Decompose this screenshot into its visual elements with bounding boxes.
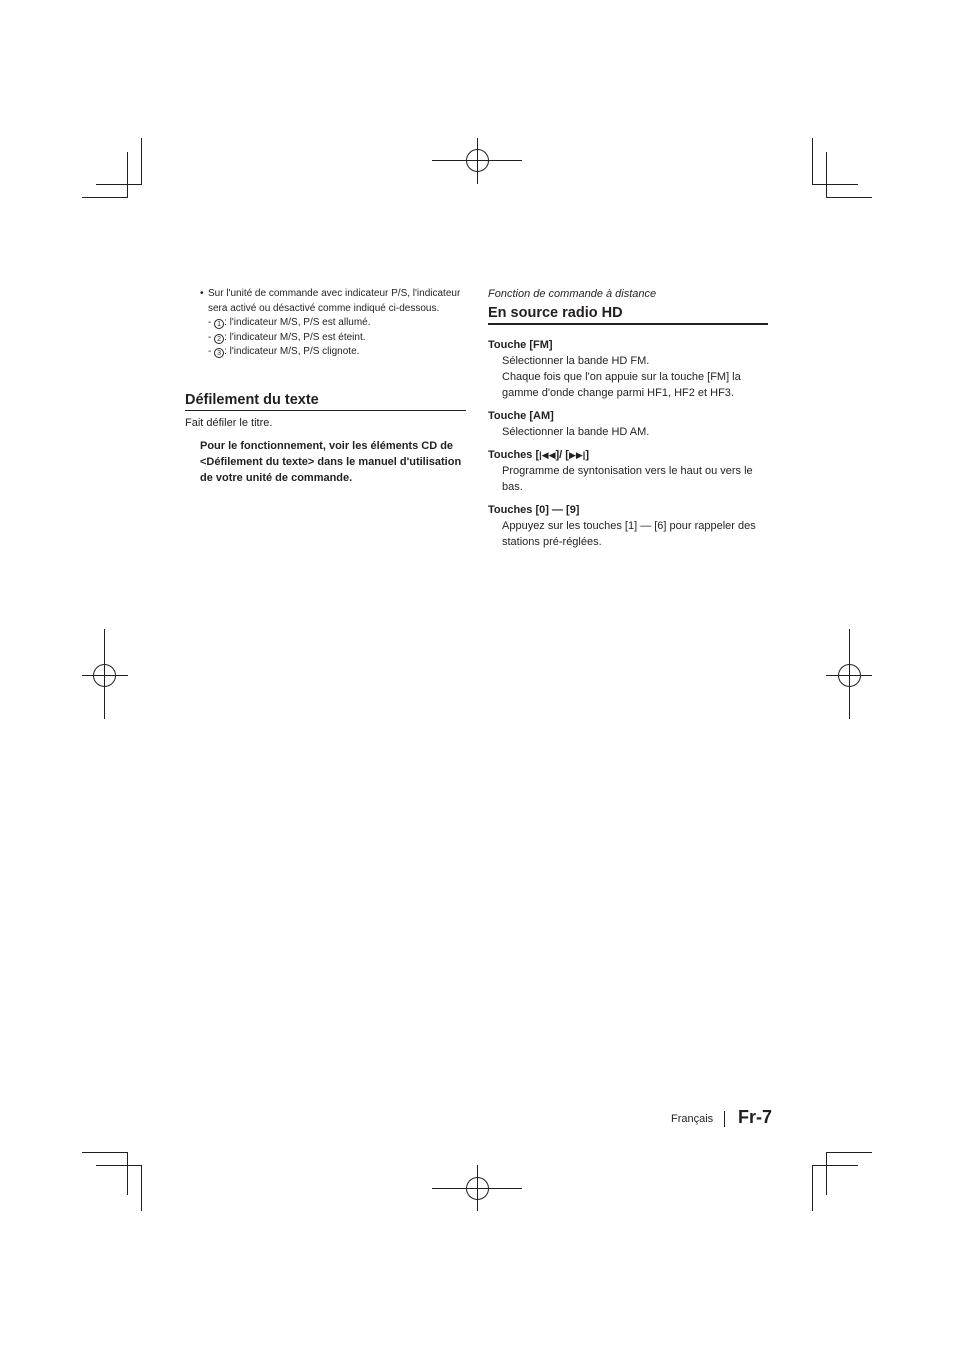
next-track-icon: ▶▶| (568, 450, 586, 460)
key-description: Chaque fois que l'on appuie sur la touche [FM] la gamme d'onde change parmi HF1, HF2 et HF3. (502, 371, 741, 399)
circled-number-2: 2 (214, 334, 224, 344)
key-item-am (488, 408, 768, 440)
operation-note: Pour le fonctionnement, voir les éléments CD de <Défilement du texte> dans le manuel d'utilisation de votre unité de commande. (200, 440, 462, 484)
key-description: Programme de syntonisation vers le haut ou vers le bas. (502, 465, 753, 493)
footer-language: Français (671, 1113, 714, 1125)
key-title: Touche [FM] (488, 339, 553, 351)
footer-separator (724, 1111, 725, 1127)
key-item-tuning (488, 447, 768, 495)
bullet-intro-text: Sur l'unité de commande avec indicateur P/S, l'indicateur sera activé ou désactivé comme indiqué ci-dessous. (208, 288, 461, 314)
key-item-numbers (488, 502, 768, 550)
previous-track-icon: |◀◀ (539, 450, 556, 460)
remote-key-list (488, 337, 768, 557)
indicator-item-1: - 1 : l'indicateur M/S, P/S est allumé. (208, 317, 371, 328)
key-description: Sélectionner la bande HD AM. (502, 426, 650, 438)
section-heading-hd-radio: En source radio HD (488, 305, 623, 321)
circled-number-1: 1 (214, 319, 224, 329)
key-item-fm (488, 337, 768, 401)
indicator-bullet-list (200, 287, 468, 360)
section-heading-scroll-text: Défilement du texte (185, 392, 319, 408)
circled-number-3: 3 (214, 348, 224, 358)
section-subtitle: Fonction de commande à distance (488, 288, 657, 300)
key-title: Touche [AM] (488, 410, 554, 422)
heading-rule (488, 323, 768, 325)
heading-rule (185, 410, 466, 411)
bullet-item (200, 287, 468, 316)
key-title: Touches [|◀◀]/ [▶▶|] (488, 449, 590, 461)
section-intro-text: Fait défiler le titre. (185, 417, 273, 429)
key-title: Touches [0] — [9] (488, 504, 580, 516)
bullet-dot: • (200, 288, 204, 299)
key-description: Sélectionner la bande HD FM. (502, 355, 650, 367)
indicator-item-2: - 2 : l'indicateur M/S, P/S est éteint. (208, 331, 366, 343)
key-description: Appuyez sur les touches [1] — [6] pour rappeler des stations pré-réglées. (502, 520, 756, 548)
page-number: Fr-7 (738, 1107, 773, 1127)
indicator-item-3: - 3 : l'indicateur M/S, P/S clignote. (208, 346, 360, 357)
